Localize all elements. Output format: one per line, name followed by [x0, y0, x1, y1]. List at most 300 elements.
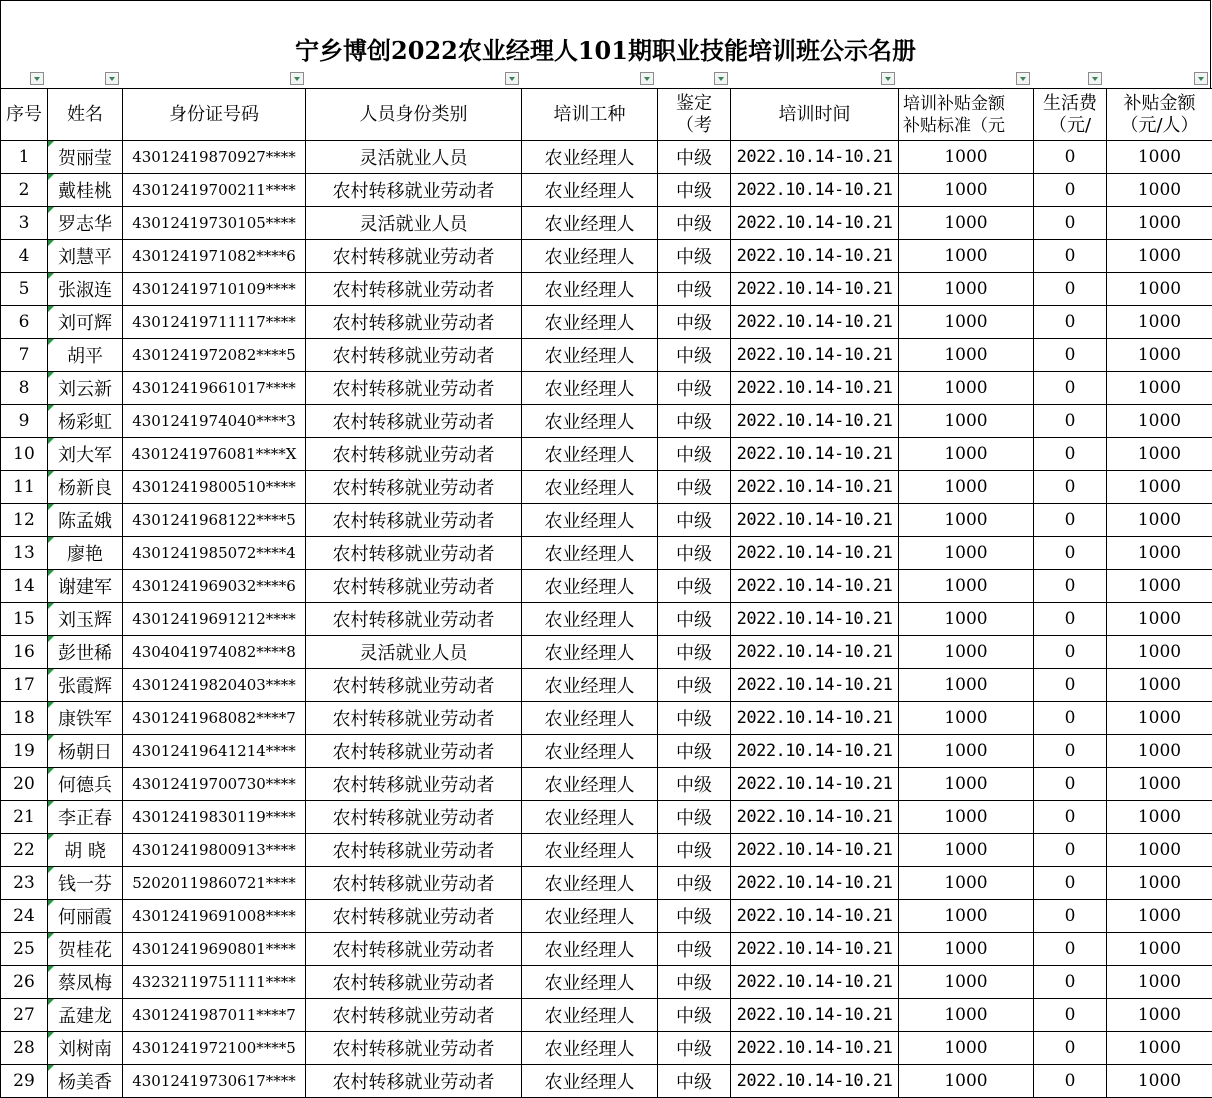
cell-trade[interactable]: 农业经理人 [522, 735, 658, 768]
cell-period[interactable]: 2022.10.14-10.21 [731, 141, 899, 174]
cell-period[interactable]: 2022.10.14-10.21 [731, 933, 899, 966]
cell-living[interactable]: 0 [1034, 603, 1107, 636]
cell-level[interactable]: 中级 [658, 999, 731, 1032]
cell-name[interactable] [48, 768, 123, 801]
cell-total[interactable]: 1000 [1107, 438, 1212, 471]
cell-total[interactable]: 1000 [1107, 1065, 1212, 1098]
cell-total[interactable]: 1000 [1107, 867, 1212, 900]
cell-name[interactable] [48, 933, 123, 966]
cell-trade[interactable]: 农业经理人 [522, 603, 658, 636]
cell-subsidy[interactable]: 1000 [899, 834, 1034, 867]
cell-trade[interactable]: 农业经理人 [522, 669, 658, 702]
cell-period[interactable]: 2022.10.14-10.21 [731, 405, 899, 438]
filter-dropdown-icon[interactable] [1016, 72, 1030, 85]
cell-subsidy[interactable]: 1000 [899, 603, 1034, 636]
cell-living[interactable]: 0 [1034, 306, 1107, 339]
cell-seq[interactable]: 14 [1, 570, 48, 603]
header-name[interactable]: 姓名 [48, 89, 123, 141]
cell-level[interactable]: 中级 [658, 174, 731, 207]
cell-trade[interactable]: 农业经理人 [522, 999, 658, 1032]
cell-trade[interactable]: 农业经理人 [522, 867, 658, 900]
cell-category[interactable]: 农村转移就业劳动者 [306, 933, 522, 966]
header-period[interactable]: 培训时间 [731, 89, 899, 141]
cell-category[interactable]: 农村转移就业劳动者 [306, 801, 522, 834]
cell-total[interactable]: 1000 [1107, 702, 1212, 735]
cell-category[interactable]: 农村转移就业劳动者 [306, 1032, 522, 1065]
cell-category[interactable]: 农村转移就业劳动者 [306, 768, 522, 801]
cell-total[interactable]: 1000 [1107, 504, 1212, 537]
cell-seq[interactable]: 13 [1, 537, 48, 570]
cell-seq[interactable]: 20 [1, 768, 48, 801]
cell-trade[interactable]: 农业经理人 [522, 339, 658, 372]
cell-name[interactable] [48, 273, 123, 306]
cell-total[interactable]: 1000 [1107, 933, 1212, 966]
cell-trade[interactable]: 农业经理人 [522, 504, 658, 537]
cell-id[interactable]: 43012419691008**** [123, 900, 306, 933]
cell-name[interactable] [48, 966, 123, 999]
cell-id[interactable]: 43012419730105**** [123, 207, 306, 240]
cell-seq[interactable]: 4 [1, 240, 48, 273]
cell-level[interactable]: 中级 [658, 339, 731, 372]
cell-name[interactable] [48, 174, 123, 207]
cell-trade[interactable]: 农业经理人 [522, 933, 658, 966]
cell-category[interactable]: 农村转移就业劳动者 [306, 504, 522, 537]
cell-seq[interactable]: 21 [1, 801, 48, 834]
cell-name[interactable] [48, 405, 123, 438]
cell-subsidy[interactable]: 1000 [899, 636, 1034, 669]
cell-total[interactable]: 1000 [1107, 834, 1212, 867]
cell-category[interactable]: 农村转移就业劳动者 [306, 999, 522, 1032]
filter-dropdown-icon[interactable] [105, 72, 119, 85]
cell-total[interactable]: 1000 [1107, 174, 1212, 207]
cell-period[interactable]: 2022.10.14-10.21 [731, 834, 899, 867]
cell-period[interactable]: 2022.10.14-10.21 [731, 801, 899, 834]
cell-living[interactable]: 0 [1034, 240, 1107, 273]
cell-total[interactable]: 1000 [1107, 966, 1212, 999]
cell-total[interactable]: 1000 [1107, 603, 1212, 636]
cell-trade[interactable]: 农业经理人 [522, 1065, 658, 1098]
cell-living[interactable]: 0 [1034, 834, 1107, 867]
cell-id[interactable]: 43012419800510**** [123, 471, 306, 504]
cell-living[interactable]: 0 [1034, 537, 1107, 570]
header-trade[interactable]: 培训工种 [522, 89, 658, 141]
cell-seq[interactable]: 7 [1, 339, 48, 372]
cell-trade[interactable]: 农业经理人 [522, 438, 658, 471]
cell-subsidy[interactable]: 1000 [899, 405, 1034, 438]
cell-period[interactable]: 2022.10.14-10.21 [731, 867, 899, 900]
header-subsidy[interactable] [899, 89, 1034, 141]
cell-name[interactable] [48, 636, 123, 669]
cell-name[interactable] [48, 471, 123, 504]
cell-trade[interactable]: 农业经理人 [522, 900, 658, 933]
header-total[interactable] [1107, 89, 1212, 141]
cell-id[interactable]: 43012419690801**** [123, 933, 306, 966]
cell-level[interactable]: 中级 [658, 570, 731, 603]
cell-name[interactable] [48, 834, 123, 867]
cell-subsidy[interactable]: 1000 [899, 306, 1034, 339]
cell-total[interactable]: 1000 [1107, 405, 1212, 438]
cell-period[interactable]: 2022.10.14-10.21 [731, 768, 899, 801]
cell-period[interactable]: 2022.10.14-10.21 [731, 735, 899, 768]
cell-living[interactable]: 0 [1034, 768, 1107, 801]
cell-total[interactable]: 1000 [1107, 306, 1212, 339]
cell-category[interactable]: 农村转移就业劳动者 [306, 405, 522, 438]
cell-category[interactable]: 农村转移就业劳动者 [306, 339, 522, 372]
cell-seq[interactable]: 8 [1, 372, 48, 405]
cell-trade[interactable]: 农业经理人 [522, 636, 658, 669]
cell-total[interactable]: 1000 [1107, 900, 1212, 933]
cell-period[interactable]: 2022.10.14-10.21 [731, 603, 899, 636]
cell-level[interactable]: 中级 [658, 141, 731, 174]
cell-trade[interactable]: 农业经理人 [522, 174, 658, 207]
cell-name[interactable] [48, 570, 123, 603]
header-category[interactable]: 人员身份类别 [306, 89, 522, 141]
cell-category[interactable]: 农村转移就业劳动者 [306, 834, 522, 867]
cell-total[interactable]: 1000 [1107, 471, 1212, 504]
cell-name[interactable] [48, 702, 123, 735]
cell-level[interactable]: 中级 [658, 405, 731, 438]
cell-period[interactable]: 2022.10.14-10.21 [731, 537, 899, 570]
cell-total[interactable]: 1000 [1107, 537, 1212, 570]
cell-level[interactable]: 中级 [658, 867, 731, 900]
cell-living[interactable]: 0 [1034, 1032, 1107, 1065]
cell-seq[interactable]: 27 [1, 999, 48, 1032]
cell-id[interactable]: 4301241987011****7 [123, 999, 306, 1032]
cell-name[interactable] [48, 372, 123, 405]
cell-living[interactable]: 0 [1034, 504, 1107, 537]
header-level[interactable] [658, 89, 731, 141]
cell-total[interactable]: 1000 [1107, 273, 1212, 306]
cell-id[interactable]: 43232119751111**** [123, 966, 306, 999]
cell-living[interactable]: 0 [1034, 735, 1107, 768]
filter-dropdown-icon[interactable] [640, 72, 654, 85]
cell-id[interactable]: 52020119860721**** [123, 867, 306, 900]
cell-subsidy[interactable]: 1000 [899, 537, 1034, 570]
cell-period[interactable]: 2022.10.14-10.21 [731, 306, 899, 339]
cell-subsidy[interactable]: 1000 [899, 141, 1034, 174]
cell-id[interactable]: 43012419870927**** [123, 141, 306, 174]
cell-category[interactable]: 农村转移就业劳动者 [306, 471, 522, 504]
cell-level[interactable]: 中级 [658, 1065, 731, 1098]
cell-level[interactable]: 中级 [658, 966, 731, 999]
cell-category[interactable]: 农村转移就业劳动者 [306, 603, 522, 636]
cell-seq[interactable]: 28 [1, 1032, 48, 1065]
cell-category[interactable]: 农村转移就业劳动者 [306, 702, 522, 735]
cell-trade[interactable]: 农业经理人 [522, 966, 658, 999]
cell-id[interactable]: 43012419730617**** [123, 1065, 306, 1098]
cell-total[interactable]: 1000 [1107, 1032, 1212, 1065]
cell-category[interactable]: 农村转移就业劳动者 [306, 867, 522, 900]
cell-period[interactable]: 2022.10.14-10.21 [731, 1032, 899, 1065]
cell-category[interactable]: 灵活就业人员 [306, 141, 522, 174]
cell-level[interactable]: 中级 [658, 306, 731, 339]
cell-category[interactable]: 农村转移就业劳动者 [306, 735, 522, 768]
filter-dropdown-icon[interactable] [1194, 72, 1208, 85]
cell-name[interactable] [48, 438, 123, 471]
header-living[interactable] [1034, 89, 1107, 141]
cell-category[interactable]: 农村转移就业劳动者 [306, 240, 522, 273]
cell-living[interactable]: 0 [1034, 141, 1107, 174]
cell-trade[interactable]: 农业经理人 [522, 1032, 658, 1065]
cell-id[interactable]: 43012419700211**** [123, 174, 306, 207]
cell-total[interactable]: 1000 [1107, 240, 1212, 273]
cell-period[interactable]: 2022.10.14-10.21 [731, 900, 899, 933]
cell-category[interactable]: 农村转移就业劳动者 [306, 900, 522, 933]
cell-id[interactable]: 43012419711117**** [123, 306, 306, 339]
cell-subsidy[interactable]: 1000 [899, 207, 1034, 240]
cell-level[interactable]: 中级 [658, 801, 731, 834]
cell-name[interactable] [48, 900, 123, 933]
cell-id[interactable]: 4301241972082****5 [123, 339, 306, 372]
cell-id[interactable]: 4304041974082****8 [123, 636, 306, 669]
cell-total[interactable]: 1000 [1107, 570, 1212, 603]
cell-trade[interactable]: 农业经理人 [522, 372, 658, 405]
cell-living[interactable]: 0 [1034, 339, 1107, 372]
cell-subsidy[interactable]: 1000 [899, 570, 1034, 603]
title-cell[interactable] [0, 0, 1211, 70]
cell-trade[interactable]: 农业经理人 [522, 240, 658, 273]
cell-category[interactable]: 农村转移就业劳动者 [306, 306, 522, 339]
cell-total[interactable]: 1000 [1107, 372, 1212, 405]
cell-name[interactable] [48, 504, 123, 537]
cell-trade[interactable]: 农业经理人 [522, 141, 658, 174]
cell-trade[interactable]: 农业经理人 [522, 405, 658, 438]
cell-category[interactable]: 农村转移就业劳动者 [306, 669, 522, 702]
cell-living[interactable]: 0 [1034, 636, 1107, 669]
cell-level[interactable]: 中级 [658, 207, 731, 240]
cell-total[interactable]: 1000 [1107, 207, 1212, 240]
cell-subsidy[interactable]: 1000 [899, 1065, 1034, 1098]
cell-trade[interactable]: 农业经理人 [522, 207, 658, 240]
cell-subsidy[interactable]: 1000 [899, 438, 1034, 471]
filter-dropdown-icon[interactable] [714, 72, 728, 85]
cell-period[interactable]: 2022.10.14-10.21 [731, 570, 899, 603]
header-seq[interactable]: 序号 [1, 89, 48, 141]
cell-total[interactable]: 1000 [1107, 735, 1212, 768]
filter-dropdown-icon[interactable] [881, 72, 895, 85]
cell-subsidy[interactable]: 1000 [899, 702, 1034, 735]
cell-category[interactable]: 农村转移就业劳动者 [306, 372, 522, 405]
cell-subsidy[interactable]: 1000 [899, 735, 1034, 768]
cell-name[interactable] [48, 537, 123, 570]
cell-period[interactable]: 2022.10.14-10.21 [731, 504, 899, 537]
cell-subsidy[interactable]: 1000 [899, 933, 1034, 966]
cell-level[interactable]: 中级 [658, 636, 731, 669]
cell-total[interactable]: 1000 [1107, 999, 1212, 1032]
cell-period[interactable]: 2022.10.14-10.21 [731, 339, 899, 372]
cell-id[interactable]: 43012419641214**** [123, 735, 306, 768]
cell-living[interactable]: 0 [1034, 174, 1107, 207]
cell-subsidy[interactable]: 1000 [899, 768, 1034, 801]
cell-seq[interactable]: 5 [1, 273, 48, 306]
cell-level[interactable]: 中级 [658, 240, 731, 273]
cell-level[interactable]: 中级 [658, 471, 731, 504]
cell-seq[interactable]: 3 [1, 207, 48, 240]
cell-period[interactable]: 2022.10.14-10.21 [731, 1065, 899, 1098]
cell-seq[interactable]: 29 [1, 1065, 48, 1098]
cell-period[interactable]: 2022.10.14-10.21 [731, 636, 899, 669]
header-id[interactable]: 身份证号码 [123, 89, 306, 141]
cell-subsidy[interactable]: 1000 [899, 1032, 1034, 1065]
cell-trade[interactable]: 农业经理人 [522, 801, 658, 834]
cell-id[interactable]: 4301241985072****4 [123, 537, 306, 570]
cell-category[interactable]: 农村转移就业劳动者 [306, 174, 522, 207]
cell-trade[interactable]: 农业经理人 [522, 570, 658, 603]
cell-name[interactable] [48, 801, 123, 834]
cell-name[interactable] [48, 603, 123, 636]
cell-name[interactable] [48, 240, 123, 273]
cell-period[interactable]: 2022.10.14-10.21 [731, 669, 899, 702]
cell-trade[interactable]: 农业经理人 [522, 702, 658, 735]
filter-dropdown-icon[interactable] [1088, 72, 1102, 85]
cell-name[interactable] [48, 1032, 123, 1065]
cell-total[interactable]: 1000 [1107, 636, 1212, 669]
cell-id[interactable]: 43012419700730**** [123, 768, 306, 801]
cell-level[interactable]: 中级 [658, 933, 731, 966]
cell-living[interactable]: 0 [1034, 438, 1107, 471]
cell-trade[interactable]: 农业经理人 [522, 768, 658, 801]
cell-id[interactable]: 4301241969032****6 [123, 570, 306, 603]
cell-period[interactable]: 2022.10.14-10.21 [731, 207, 899, 240]
cell-seq[interactable]: 12 [1, 504, 48, 537]
cell-seq[interactable]: 9 [1, 405, 48, 438]
cell-living[interactable]: 0 [1034, 570, 1107, 603]
cell-subsidy[interactable]: 1000 [899, 801, 1034, 834]
cell-period[interactable]: 2022.10.14-10.21 [731, 966, 899, 999]
filter-dropdown-icon[interactable] [505, 72, 519, 85]
cell-name[interactable] [48, 867, 123, 900]
cell-subsidy[interactable]: 1000 [899, 372, 1034, 405]
cell-living[interactable]: 0 [1034, 702, 1107, 735]
cell-seq[interactable]: 2 [1, 174, 48, 207]
cell-subsidy[interactable]: 1000 [899, 471, 1034, 504]
cell-subsidy[interactable]: 1000 [899, 966, 1034, 999]
cell-category[interactable]: 灵活就业人员 [306, 636, 522, 669]
cell-seq[interactable]: 15 [1, 603, 48, 636]
cell-living[interactable]: 0 [1034, 1065, 1107, 1098]
cell-category[interactable]: 农村转移就业劳动者 [306, 537, 522, 570]
cell-living[interactable]: 0 [1034, 669, 1107, 702]
cell-level[interactable]: 中级 [658, 900, 731, 933]
cell-seq[interactable]: 6 [1, 306, 48, 339]
cell-subsidy[interactable]: 1000 [899, 867, 1034, 900]
cell-living[interactable]: 0 [1034, 966, 1107, 999]
cell-id[interactable]: 43012419800913**** [123, 834, 306, 867]
cell-total[interactable]: 1000 [1107, 801, 1212, 834]
cell-period[interactable]: 2022.10.14-10.21 [731, 438, 899, 471]
cell-level[interactable]: 中级 [658, 537, 731, 570]
cell-total[interactable]: 1000 [1107, 768, 1212, 801]
cell-seq[interactable]: 24 [1, 900, 48, 933]
cell-name[interactable] [48, 735, 123, 768]
cell-trade[interactable]: 农业经理人 [522, 273, 658, 306]
cell-category[interactable]: 灵活就业人员 [306, 207, 522, 240]
cell-level[interactable]: 中级 [658, 504, 731, 537]
cell-id[interactable]: 43012419710109**** [123, 273, 306, 306]
cell-trade[interactable]: 农业经理人 [522, 471, 658, 504]
cell-period[interactable]: 2022.10.14-10.21 [731, 471, 899, 504]
cell-subsidy[interactable]: 1000 [899, 900, 1034, 933]
cell-period[interactable]: 2022.10.14-10.21 [731, 372, 899, 405]
cell-level[interactable]: 中级 [658, 603, 731, 636]
cell-subsidy[interactable]: 1000 [899, 273, 1034, 306]
cell-name[interactable] [48, 339, 123, 372]
cell-id[interactable]: 43012419691212**** [123, 603, 306, 636]
cell-trade[interactable]: 农业经理人 [522, 537, 658, 570]
cell-seq[interactable]: 22 [1, 834, 48, 867]
cell-name[interactable] [48, 141, 123, 174]
cell-living[interactable]: 0 [1034, 867, 1107, 900]
cell-living[interactable]: 0 [1034, 273, 1107, 306]
cell-subsidy[interactable]: 1000 [899, 504, 1034, 537]
cell-level[interactable]: 中级 [658, 834, 731, 867]
cell-period[interactable]: 2022.10.14-10.21 [731, 702, 899, 735]
cell-seq[interactable]: 25 [1, 933, 48, 966]
cell-seq[interactable]: 10 [1, 438, 48, 471]
cell-period[interactable]: 2022.10.14-10.21 [731, 240, 899, 273]
cell-period[interactable]: 2022.10.14-10.21 [731, 174, 899, 207]
filter-dropdown-icon[interactable] [30, 72, 44, 85]
cell-trade[interactable]: 农业经理人 [522, 834, 658, 867]
cell-living[interactable]: 0 [1034, 801, 1107, 834]
cell-period[interactable]: 2022.10.14-10.21 [731, 273, 899, 306]
cell-period[interactable]: 2022.10.14-10.21 [731, 999, 899, 1032]
cell-level[interactable]: 中级 [658, 372, 731, 405]
cell-name[interactable] [48, 999, 123, 1032]
cell-id[interactable]: 43012419820403**** [123, 669, 306, 702]
cell-id[interactable]: 4301241972100****5 [123, 1032, 306, 1065]
cell-living[interactable]: 0 [1034, 900, 1107, 933]
cell-id[interactable]: 43012419661017**** [123, 372, 306, 405]
cell-id[interactable]: 4301241974040****3 [123, 405, 306, 438]
cell-level[interactable]: 中级 [658, 702, 731, 735]
cell-seq[interactable]: 11 [1, 471, 48, 504]
cell-trade[interactable]: 农业经理人 [522, 306, 658, 339]
cell-category[interactable]: 农村转移就业劳动者 [306, 966, 522, 999]
cell-level[interactable]: 中级 [658, 669, 731, 702]
cell-category[interactable]: 农村转移就业劳动者 [306, 1065, 522, 1098]
cell-subsidy[interactable]: 1000 [899, 999, 1034, 1032]
cell-id[interactable]: 4301241968082****7 [123, 702, 306, 735]
cell-level[interactable]: 中级 [658, 735, 731, 768]
cell-total[interactable]: 1000 [1107, 141, 1212, 174]
cell-seq[interactable]: 17 [1, 669, 48, 702]
cell-name[interactable] [48, 207, 123, 240]
cell-total[interactable]: 1000 [1107, 339, 1212, 372]
cell-seq[interactable]: 16 [1, 636, 48, 669]
cell-name[interactable] [48, 669, 123, 702]
cell-seq[interactable]: 23 [1, 867, 48, 900]
cell-name[interactable] [48, 1065, 123, 1098]
cell-id[interactable]: 4301241976081****X [123, 438, 306, 471]
cell-living[interactable]: 0 [1034, 207, 1107, 240]
cell-category[interactable]: 农村转移就业劳动者 [306, 273, 522, 306]
cell-living[interactable]: 0 [1034, 405, 1107, 438]
cell-subsidy[interactable]: 1000 [899, 240, 1034, 273]
cell-level[interactable]: 中级 [658, 768, 731, 801]
cell-living[interactable]: 0 [1034, 372, 1107, 405]
cell-id[interactable]: 4301241971082****6 [123, 240, 306, 273]
cell-id[interactable]: 4301241968122****5 [123, 504, 306, 537]
cell-subsidy[interactable]: 1000 [899, 339, 1034, 372]
cell-category[interactable]: 农村转移就业劳动者 [306, 570, 522, 603]
cell-total[interactable]: 1000 [1107, 669, 1212, 702]
cell-living[interactable]: 0 [1034, 933, 1107, 966]
cell-seq[interactable]: 26 [1, 966, 48, 999]
cell-level[interactable]: 中级 [658, 1032, 731, 1065]
cell-subsidy[interactable]: 1000 [899, 669, 1034, 702]
cell-name[interactable] [48, 306, 123, 339]
